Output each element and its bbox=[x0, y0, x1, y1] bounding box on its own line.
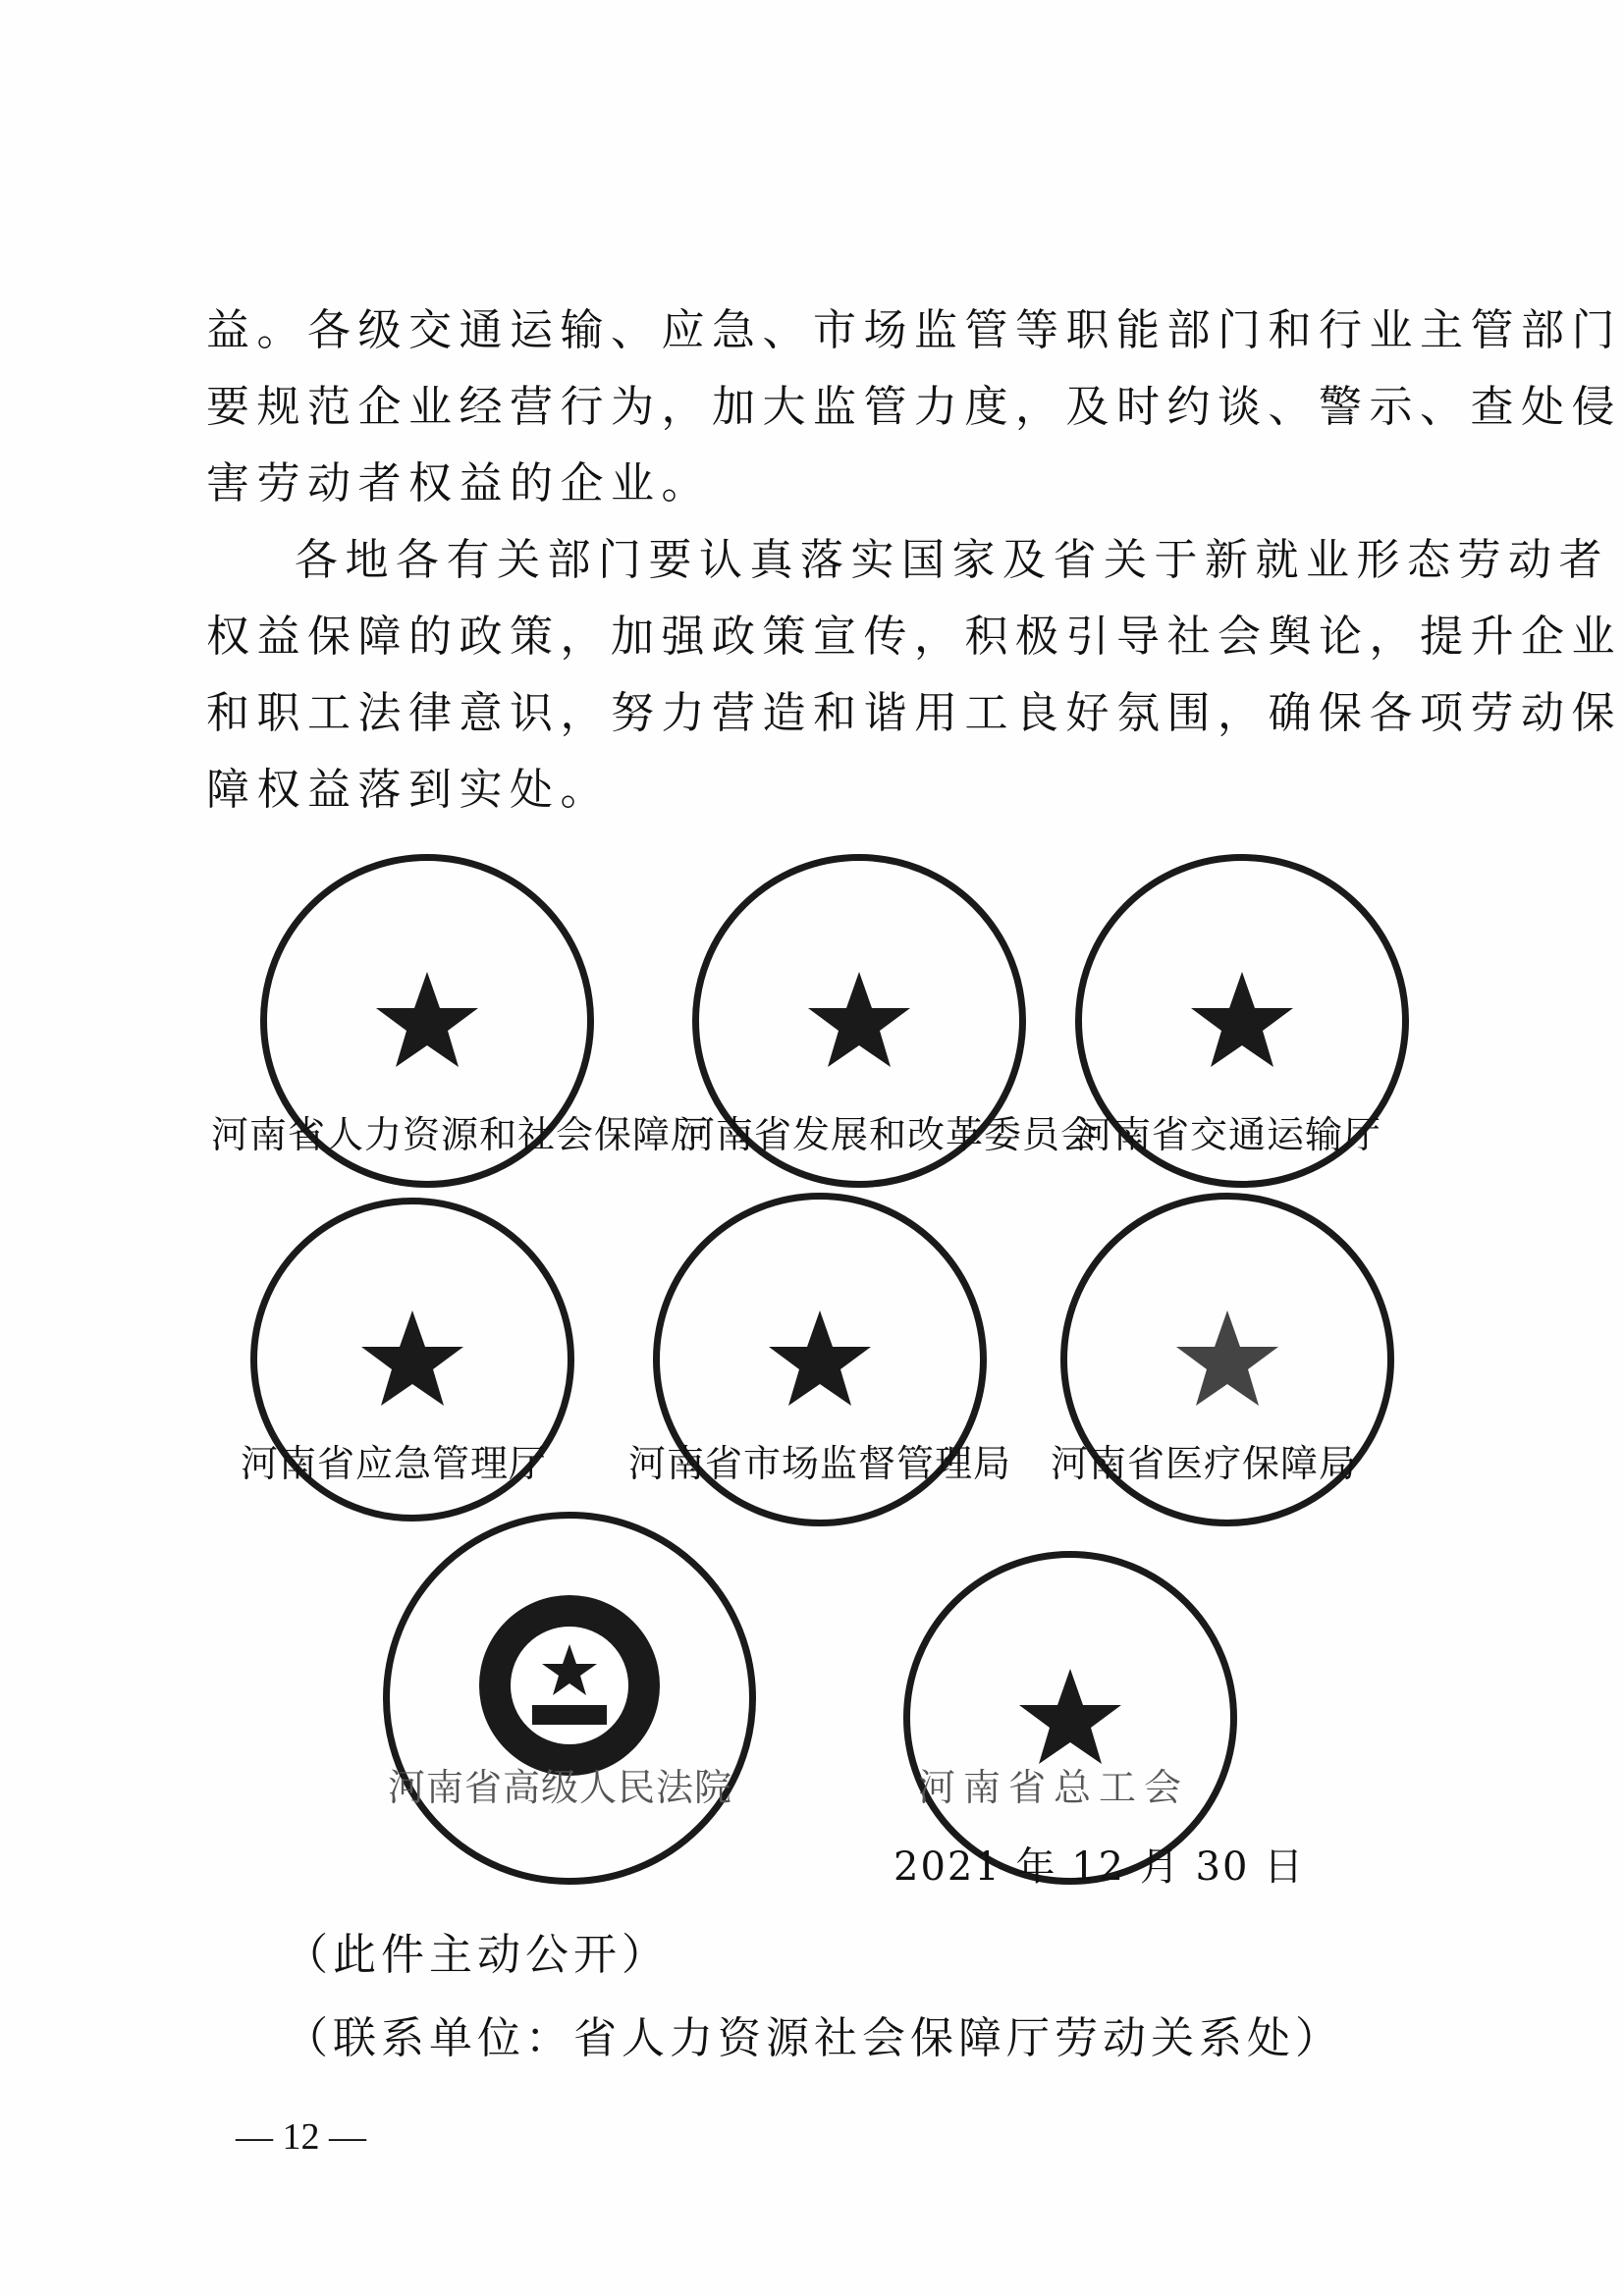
seal-ndrc-label: 河南省发展和改革委员会 bbox=[677, 1113, 1100, 1156]
national-emblem-icon bbox=[390, 1519, 749, 1878]
star-icon bbox=[376, 972, 478, 1067]
star-icon bbox=[808, 972, 910, 1067]
star-icon bbox=[361, 1310, 463, 1406]
body-line-7: 障权益落到实处。 bbox=[206, 765, 611, 815]
seal-hrss-label: 河南省人力资源和社会保障厅 bbox=[211, 1113, 710, 1156]
seal-emergency-label: 河南省应急管理厅 bbox=[241, 1442, 548, 1485]
seal-medical-label: 河南省医疗保障局 bbox=[1051, 1442, 1358, 1485]
star-icon bbox=[1019, 1669, 1121, 1764]
public-note: （此件主动公开） bbox=[285, 1930, 670, 1980]
body-line-3: 害劳动者权益的企业。 bbox=[206, 458, 712, 508]
body-line-5: 权益保障的政策，加强政策宣传，积极引导社会舆论，提升企业 bbox=[206, 612, 1622, 662]
issue-date: 2021 年 12 月 30 日 bbox=[893, 1844, 1306, 1890]
body-line-1: 益。各级交通运输、应急、市场监管等职能部门和行业主管部门 bbox=[206, 305, 1622, 355]
seal-union bbox=[903, 1551, 1237, 1885]
seal-union-graphic bbox=[910, 1558, 1230, 1878]
body-line-4: 各地各有关部门要认真落实国家及省关于新就业形态劳动者 bbox=[295, 535, 1609, 585]
seal-transport-label: 河南省交通运输厅 bbox=[1075, 1113, 1382, 1156]
seal-market-label: 河南省市场监督管理局 bbox=[628, 1442, 1012, 1485]
page-number: — 12 — bbox=[236, 2116, 366, 2158]
body-line-2: 要规范企业经营行为，加大监管力度，及时约谈、警示、查处侵 bbox=[206, 382, 1622, 432]
star-icon bbox=[1191, 972, 1293, 1067]
seal-court bbox=[383, 1512, 756, 1885]
seal-court-label: 河南省高级人民法院 bbox=[388, 1766, 733, 1809]
contact-note: （联系单位：省人力资源社会保障厅劳动关系处） bbox=[285, 2013, 1343, 2063]
star-icon bbox=[1176, 1310, 1278, 1406]
star-icon bbox=[769, 1310, 871, 1406]
body-line-6: 和职工法律意识，努力营造和谐用工良好氛围，确保各项劳动保 bbox=[206, 688, 1622, 738]
seal-union-label: 河南省总工会 bbox=[918, 1766, 1190, 1809]
